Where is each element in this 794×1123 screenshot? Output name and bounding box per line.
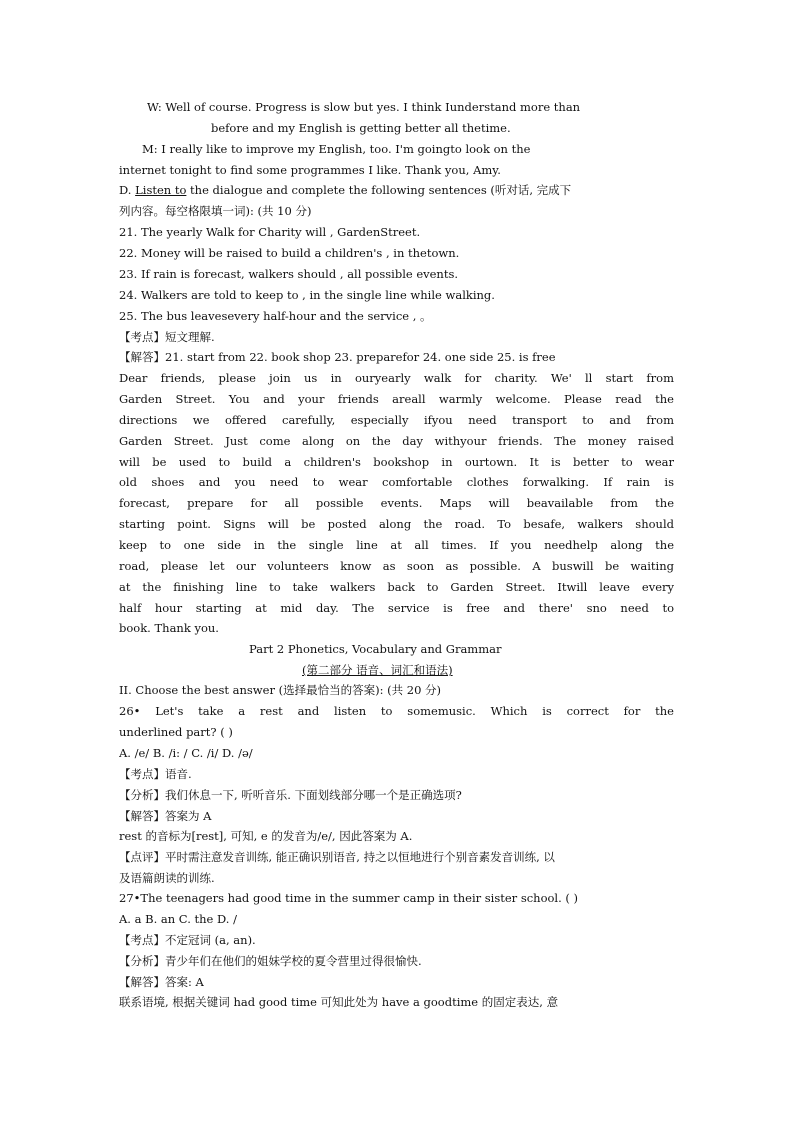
passage-line: forecast, prepare for all possible events. Maps will beavailable from the bbox=[119, 496, 674, 510]
section-d-prefix: D. bbox=[119, 183, 136, 197]
question-24: 24. Walkers are told to keep to , in the single line while walking. bbox=[119, 288, 495, 302]
part2-title: Part 2 Phonetics, Vocabulary and Grammar bbox=[249, 642, 502, 656]
section-d-heading bbox=[119, 180, 674, 201]
section-d-underlined: Listen to bbox=[135, 183, 187, 197]
passage-line: at the finishing line to take walkers back to Garden Street. Itwill leave every bbox=[119, 580, 674, 594]
passage-line: Dear friends, please join us in ouryearly walk for charity. We' ll start from bbox=[119, 371, 674, 385]
q26-kaodian: 【考点】语音. bbox=[119, 767, 192, 781]
jieda-1: 【解答】21. start from 22. book shop 23. preparefor 24. one side 25. is free bbox=[119, 350, 556, 364]
q26-stem: 26• Let's take a rest and listen to somemusic. Which is correct for the bbox=[119, 704, 674, 718]
passage-end: book. Thank you. bbox=[119, 621, 219, 635]
q26-dianping-2: 及语篇朗读的训练. bbox=[119, 871, 215, 885]
q27-options: A. a B. an C. the D. / bbox=[119, 912, 237, 926]
dialogue-w-line-1: W: Well of course. Progress is slow but yes. I think Iunderstand more than bbox=[147, 100, 581, 114]
q27-explain: 联系语境, 根据关键词 had good time 可知此处为 have a goodtime 的固定表达, 意 bbox=[119, 995, 559, 1009]
passage-line: half hour starting at mid day. The service is free and there' sno need to bbox=[119, 601, 674, 615]
section-d-rest: the dialogue and complete the following sentences (听对话, 完成下 bbox=[186, 183, 572, 197]
section-d-line-2: 列内容。每空格限填一词): (共 10 分) bbox=[119, 204, 312, 218]
q27-kaodian: 【考点】不定冠词 (a, an). bbox=[119, 933, 256, 947]
q26-fenxi: 【分析】我们休息一下, 听听音乐. 下面划线部分哪一个是正确选项? bbox=[119, 788, 462, 802]
passage-line: will be used to build a children's bookshop in ourtown. It is better to wear bbox=[119, 455, 674, 469]
passage-line: old shoes and you need to wear comfortable clothes forwalking. If rain is bbox=[119, 475, 674, 489]
question-22: 22. Money will be raised to build a children's , in thetown. bbox=[119, 246, 460, 260]
dialogue-m-line-2: internet tonight to find some programmes I like. Thank you, Amy. bbox=[119, 163, 501, 177]
q26-stem-2: underlined part? ( ) bbox=[119, 725, 233, 739]
question-23: 23. If rain is forecast, walkers should , all possible events. bbox=[119, 267, 459, 281]
kaodian-1: 【考点】短文理解. bbox=[119, 330, 215, 344]
passage-line: directions we offered carefully, especially ifyou need transport to and from bbox=[119, 413, 674, 427]
section-ii-heading: II. Choose the best answer (选择最恰当的答案): (共 20 分) bbox=[119, 683, 442, 697]
q26-dianping: 【点评】平时需注意发音训练, 能正确识别语音, 持之以恒地进行个别音素发音训练, 以 bbox=[119, 850, 555, 864]
q27-stem: 27•The teenagers had good time in the summer camp in their sister school. ( ) bbox=[119, 891, 579, 905]
q27-jieda: 【解答】答案: A bbox=[119, 975, 204, 989]
passage-line: starting point. Signs will be posted along the road. To besafe, walkers should bbox=[119, 517, 674, 531]
q26-explain: rest 的音标为[rest], 可知, e 的发音为/e/, 因此答案为 A. bbox=[119, 829, 413, 843]
dialogue-w-line-2: before and my English is getting better all thetime. bbox=[211, 121, 511, 135]
dialogue-m-line-1: M: I really like to improve my English, too. I'm goingto look on the bbox=[142, 142, 531, 156]
q26-options: A. /e/ B. /i: / C. /i/ D. /ə/ bbox=[119, 746, 253, 760]
part2-subtitle: (第二部分 语音、词汇和语法) bbox=[302, 663, 453, 677]
passage-line: Garden Street. Just come along on the day withyour friends. The money raised bbox=[119, 434, 674, 448]
passage-line: keep to one side in the single line at all times. If you needhelp along the bbox=[119, 538, 674, 552]
question-21: 21. The yearly Walk for Charity will , GardenStreet. bbox=[119, 225, 421, 239]
passage-line: road, please let our volunteers know as soon as possible. A buswill be waiting bbox=[119, 559, 674, 573]
q26-jieda: 【解答】答案为 A bbox=[119, 809, 212, 823]
question-25: 25. The bus leavesevery half-hour and the service , 。 bbox=[119, 309, 432, 323]
passage-line: Garden Street. You and your friends areall warmly welcome. Please read the bbox=[119, 392, 674, 406]
q27-fenxi: 【分析】青少年们在他们的姐妹学校的夏令营里过得很愉快. bbox=[119, 954, 422, 968]
